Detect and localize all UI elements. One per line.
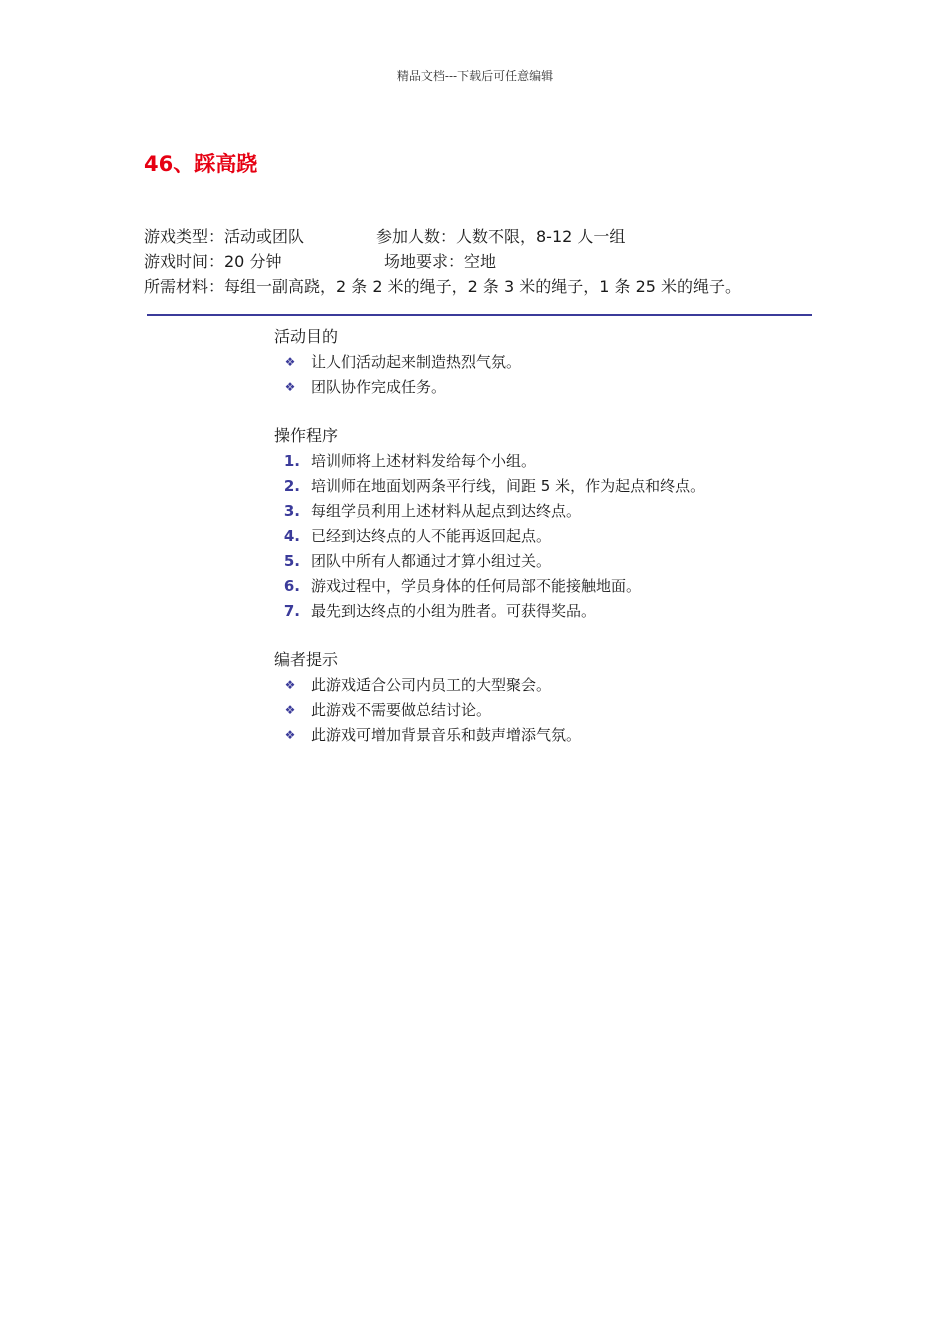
list-item: [280, 352, 521, 377]
step-number: 1.: [283, 452, 300, 470]
list-item-text: 已经到达终点的人不能再返回起点。: [311, 527, 552, 545]
list-item-text: 每组学员利用上述材料从起点到达终点。: [311, 502, 582, 520]
list-item-text: 最先到达终点的小组为胜者。可获得奖品。: [311, 602, 597, 620]
list-item-text: 培训师将上述材料发给每个小组。: [311, 452, 537, 470]
materials: 所需材料：每组一副高跷，2 条 2 米的绳子，2 条 3 米的绳子，1 条 25 米的绳子。: [144, 277, 742, 296]
tips-list: [280, 675, 581, 750]
list-item-text: 游戏过程中，学员身体的任何局部不能接触地面。: [311, 577, 642, 595]
list-item: [280, 700, 581, 725]
step-number: 2.: [283, 477, 300, 495]
list-item-text: 此游戏可增加背景音乐和鼓声增添气氛。: [311, 726, 582, 744]
procedure-heading: 操作程序: [274, 426, 339, 445]
list-item-text: 让人们活动起来制造热烈气氛。: [311, 353, 522, 371]
divider: [147, 314, 812, 316]
diamond-bullet-icon: ❖: [284, 355, 296, 369]
list-item: [280, 675, 581, 700]
list-item-text: 团队中所有人都通过才算小组过关。: [311, 552, 552, 570]
list-item-text: 培训师在地面划两条平行线，间距 5 米，作为起点和终点。: [311, 477, 706, 495]
diamond-bullet-icon: ❖: [284, 678, 296, 692]
list-item: [280, 526, 705, 551]
list-item: [280, 725, 581, 750]
list-item: [280, 501, 705, 526]
participants: 参加人数：人数不限，8-12 人一组: [376, 227, 626, 246]
info-row-2: [144, 252, 497, 272]
list-item: [280, 377, 521, 402]
info-row-3: [144, 277, 741, 297]
list-item: [280, 551, 705, 576]
venue: 场地要求：空地: [384, 252, 497, 271]
header-note: 精品文档---下载后可任意编辑: [396, 69, 554, 83]
diamond-bullet-icon: ❖: [284, 703, 296, 717]
page-title: 46、踩高跷: [144, 152, 258, 176]
list-item-text: 此游戏适合公司内员工的大型聚会。: [311, 676, 552, 694]
game-type: 游戏类型：活动或团队: [144, 227, 305, 246]
procedure-list: [280, 451, 705, 626]
step-number: 7.: [283, 602, 300, 620]
step-number: 6.: [283, 577, 300, 595]
step-number: 3.: [283, 502, 300, 520]
diamond-bullet-icon: ❖: [284, 380, 296, 394]
diamond-bullet-icon: ❖: [284, 728, 296, 742]
tips-heading: 编者提示: [274, 650, 339, 669]
info-row-1: [144, 227, 626, 247]
list-item-text: 团队协作完成任务。: [311, 378, 447, 396]
duration: 游戏时间：20 分钟: [144, 252, 282, 271]
list-item: [280, 576, 705, 601]
list-item-text: 此游戏不需要做总结讨论。: [311, 701, 492, 719]
step-number: 5.: [283, 552, 300, 570]
objective-heading: 活动目的: [274, 327, 339, 346]
step-number: 4.: [283, 527, 300, 545]
list-item: [280, 601, 705, 626]
list-item: [280, 476, 705, 501]
objective-list: [280, 352, 521, 402]
list-item: [280, 451, 705, 476]
